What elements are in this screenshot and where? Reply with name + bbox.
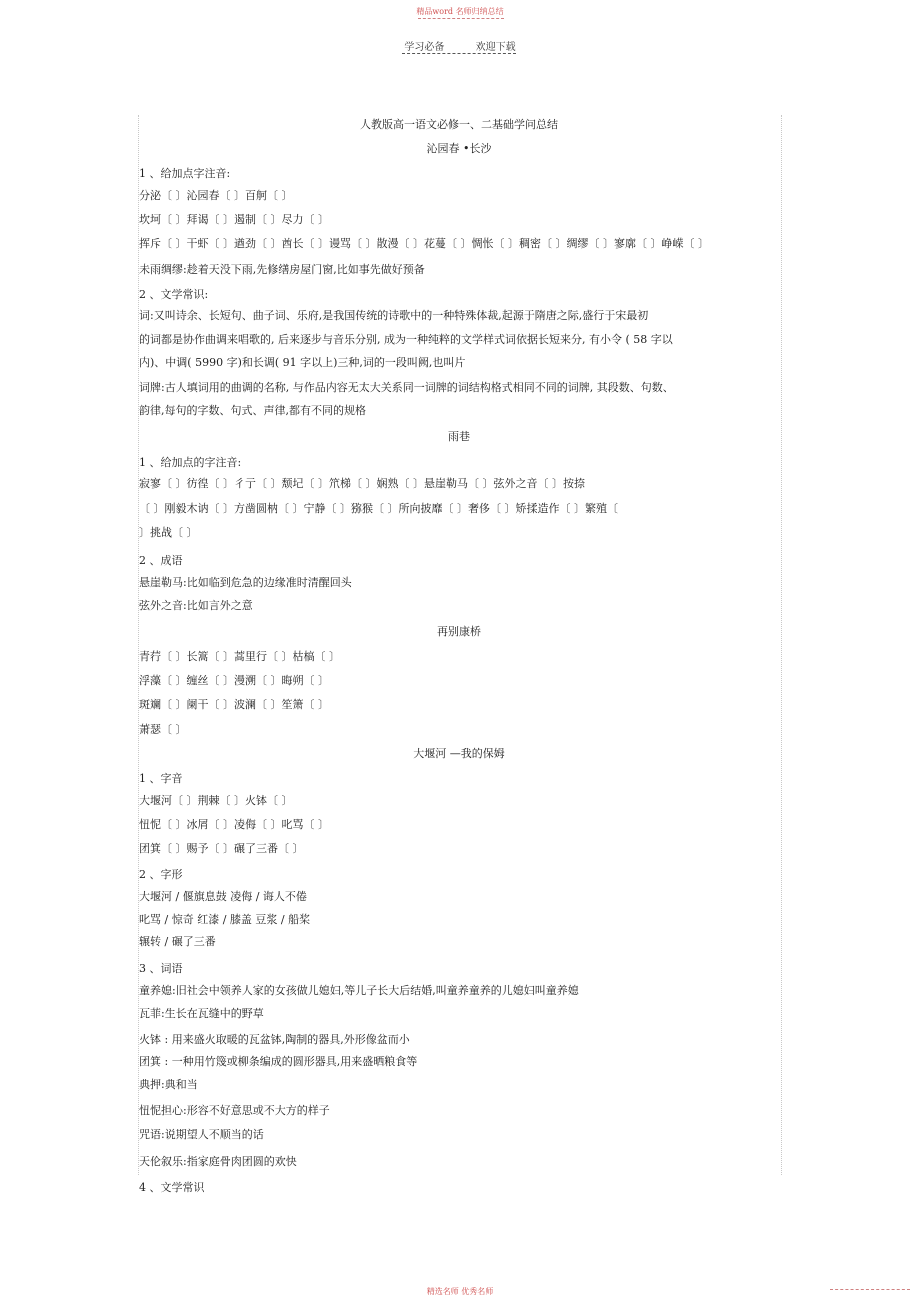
text-line: 天伦叙乐:指家庭骨肉团圆的欢快 [139, 1155, 297, 1168]
text-line: 未雨绸缪:趁着天没下雨,先修缮房屋门窗,比如事先做好预备 [139, 263, 425, 276]
text-line: 韵律,每句的字数、句式、声律,都有不同的规格 [139, 404, 366, 417]
text-line: 童养媳:旧社会中领养人家的女孩做儿媳妇,等儿子长大后结婚,叫童养童养的儿媳妇叫童养媳 [139, 984, 579, 997]
text-line: 瓦菲:生长在瓦缝中的野草 [139, 1007, 264, 1020]
section-title-yuxiang: 雨巷 [448, 430, 470, 443]
text-line: 2 、文学常识: [139, 288, 209, 301]
text-line: 1 、给加点的字注音: [139, 456, 242, 469]
page-top-banner: 精品word 名师归纳总结 [416, 7, 504, 16]
text-line: 1 、字音 [139, 772, 183, 785]
text-line: 忸怩担心:形容不好意思或不大方的样子 [139, 1104, 330, 1117]
footer-dash [830, 1289, 910, 1290]
text-line: 大堰河 / 偃旗息鼓 凌侮 / 诲人不倦 [139, 890, 307, 903]
section-title-zaibiekangqiao: 再别康桥 [437, 625, 481, 638]
text-line: 1 、给加点字注音: [139, 167, 231, 180]
text-line: 坎坷〔 〕拜谒〔 〕遏制〔 〕尽力〔 〕 [139, 213, 329, 226]
section-title-qinyuanchun: 沁园春 •长沙 [426, 142, 492, 155]
text-line: 火钵 : 用来盛火取暖的瓦盆钵,陶制的器具,外形像盆而小 [139, 1033, 410, 1046]
header-right: 欢迎下载 [475, 42, 516, 53]
text-line: 词牌:古人填词用的曲调的名称, 与作品内容无太大关系同一词牌的词结构格式相同不同的词牌, 其段数、句数、 [139, 381, 674, 394]
text-line: 咒语:说期望人不顺当的话 [139, 1128, 264, 1141]
page-footer: 精选名师 优秀名师 [426, 1287, 494, 1296]
page-header [0, 38, 920, 53]
text-line: 团箕〔 〕赐予〔 〕碾了三番〔 〕 [139, 842, 304, 855]
content-frame-right [781, 115, 782, 1175]
text-line: 斑斓〔 〕阑干〔 〕波澜〔 〕笙箫〔 〕 [139, 698, 329, 711]
text-line: 忸怩〔 〕冰屑〔 〕凌侮〔 〕叱骂〔 〕 [139, 818, 329, 831]
text-line: 3 、词语 [139, 962, 183, 975]
document-title: 人教版高一语文必修一、二基础学问总结 [360, 118, 558, 131]
header-left: 学习必备 [404, 42, 445, 53]
text-line: 词:又叫诗余、长短句、曲子词、乐府,是我国传统的诗歌中的一种特殊体裁,起源于隋唐之际,盛行于宋最初 [139, 309, 649, 322]
text-line: 〕挑战〔 〕 [139, 526, 198, 539]
text-line: 挥斥〔 〕干虾〔 〕遒劲〔 〕酋长〔 〕谩骂〔 〕散漫〔 〕花蔓〔 〕惆怅〔 〕稠密〔 〕绸缪〔 〕寥廓〔 〕峥嵘〔 〕 [139, 237, 709, 250]
text-line: 分泌〔 〕沁园春〔 〕百舸〔 〕 [139, 189, 293, 202]
text-line: 弦外之音:比如言外之意 [139, 599, 253, 612]
text-line: 的词都是协作曲调来唱歌的, 后来逐步与音乐分别, 成为一种纯粹的文学样式词依据长短来分, 有小令 ( 58 字以 [139, 333, 673, 346]
text-line: 2 、成语 [139, 554, 183, 567]
text-line: 〔 〕刚毅木讷〔 〕方凿圆枘〔 〕宁静〔 〕猕猴〔 〕所向披靡〔 〕奢侈〔 〕矫揉造作〔 〕繁殖〔 [139, 502, 618, 515]
text-line: 萧瑟〔 〕 [139, 723, 187, 736]
text-line: 悬崖勒马:比如临到危急的边缘准时清醒回头 [139, 576, 352, 589]
top-banner-underline [418, 18, 504, 19]
section-title-dayanhe: 大堰河 —我的保姆 [413, 747, 505, 760]
text-line: 大堰河〔 〕荆棘〔 〕火钵〔 〕 [139, 794, 293, 807]
text-line: 辗转 / 碾了三番 [139, 935, 216, 948]
text-line: 寂寥〔 〕彷徨〔 〕彳亍〔 〕颓圮〔 〕笊梯〔 〕娴熟〔 〕悬崖勒马〔 〕弦外之音〔 〕按捺 [139, 477, 585, 490]
text-line: 浮藻〔 〕缠丝〔 〕漫溯〔 〕晦朔〔 〕 [139, 674, 329, 687]
text-line: 典押:典和当 [139, 1078, 198, 1091]
text-line: 叱骂 / 惊奇 红漆 / 膝盖 豆浆 / 船桨 [139, 913, 311, 926]
text-line: 团箕 : 一种用竹篾或柳条编成的圆形器具,用来盛晒粮食等 [139, 1055, 418, 1068]
text-line: 4 、文学常识 [139, 1181, 205, 1194]
text-line: 青荇〔 〕长篙〔 〕蒿里行〔 〕枯槁〔 〕 [139, 650, 340, 663]
text-line: 内)、中调( 5990 字)和长调( 91 字以上)三种,词的一段叫阙,也叫片 [139, 356, 466, 369]
header-underline [402, 53, 516, 54]
text-line: 2 、字形 [139, 868, 183, 881]
